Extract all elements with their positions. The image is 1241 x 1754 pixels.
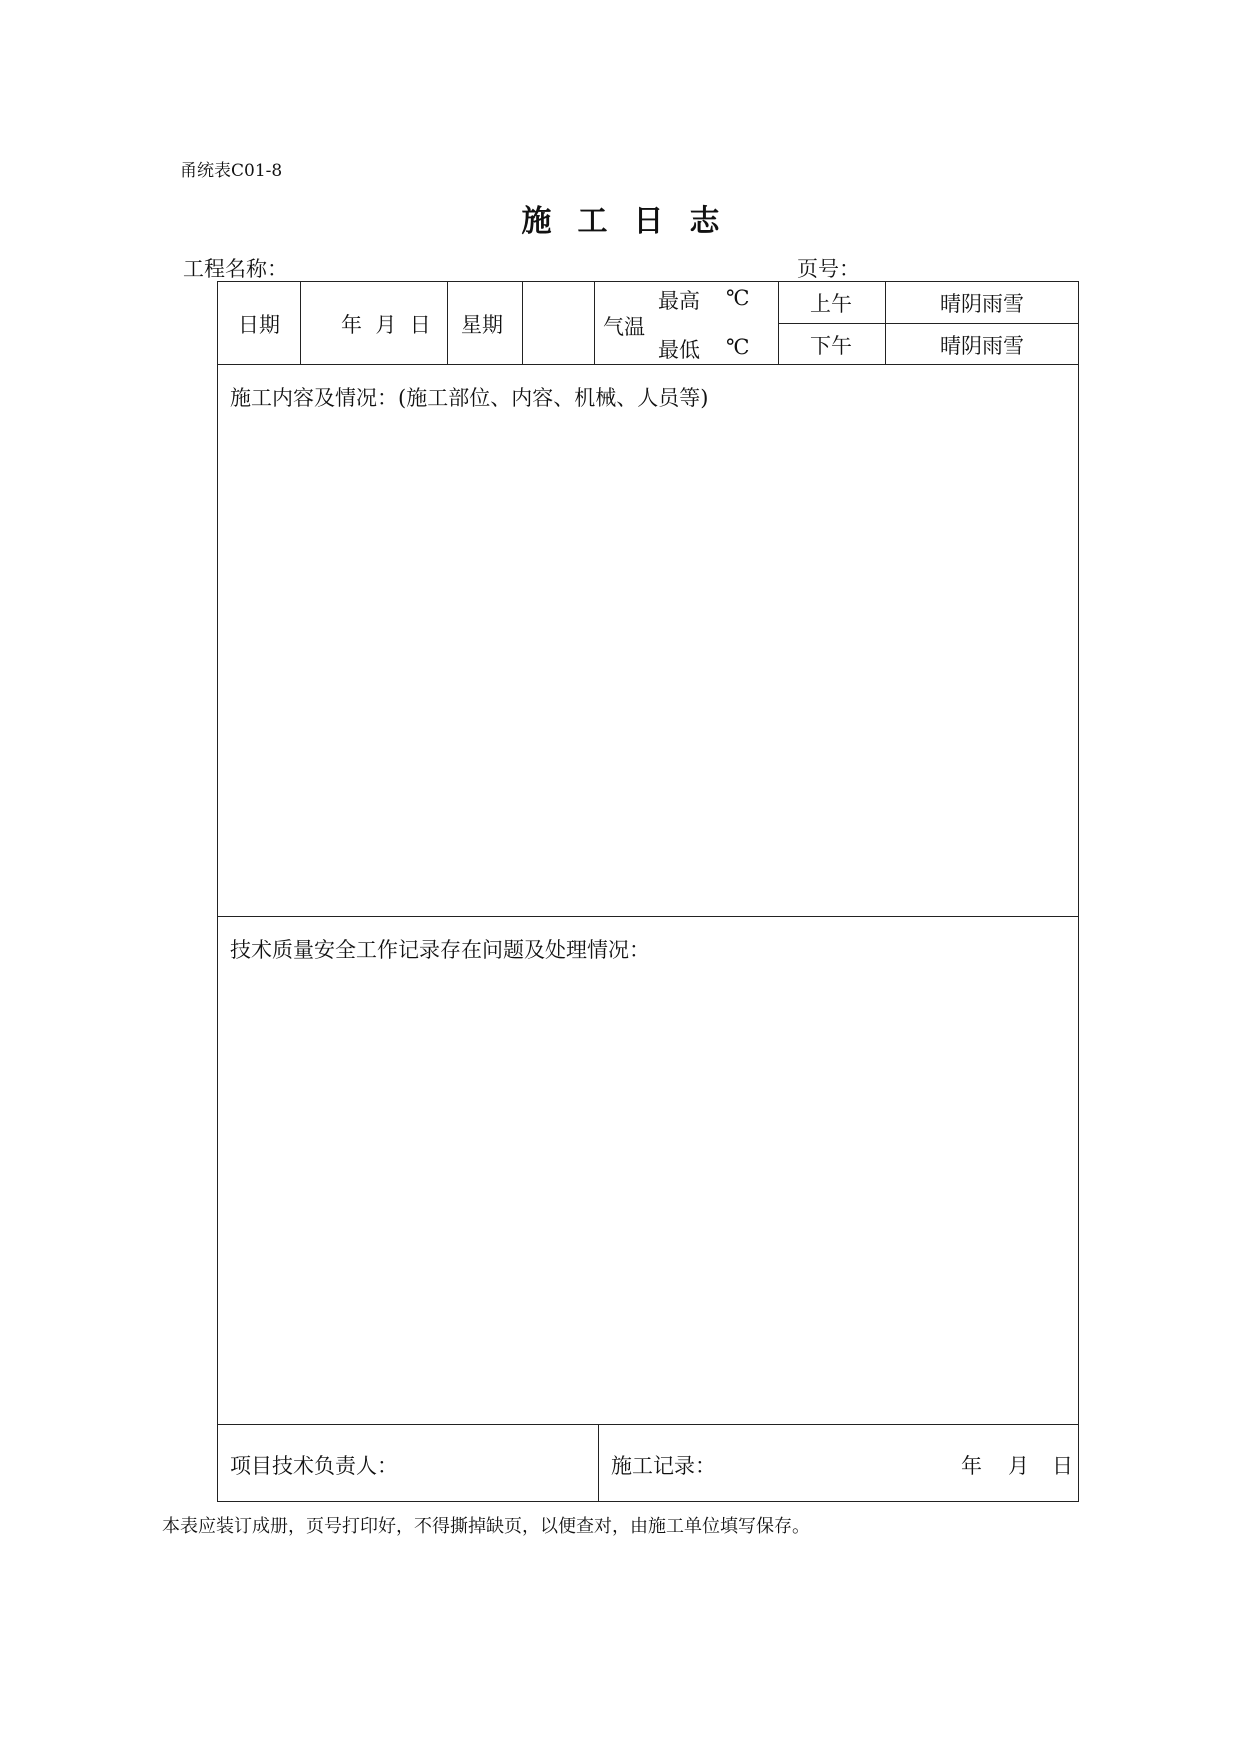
- temperature-label: 气温: [603, 315, 645, 339]
- weekday-label: 星期: [461, 313, 503, 337]
- date-value: 年 月 日: [341, 313, 431, 337]
- page-title: 施工日志: [521, 204, 746, 239]
- temp-high-unit: ℃: [726, 286, 750, 310]
- construction-content-label: 施工内容及情况：(施工部位、内容、机械、人员等): [230, 386, 709, 410]
- divider: [218, 364, 1079, 365]
- sign-date-month: 月: [1008, 1454, 1029, 1478]
- afternoon-label: 下午: [810, 334, 852, 358]
- quality-safety-label: 技术质量安全工作记录存在问题及处理情况：: [230, 938, 650, 962]
- sign-date-year: 年: [961, 1454, 982, 1478]
- divider: [594, 282, 595, 364]
- sign-date-day: 日: [1052, 1454, 1073, 1478]
- divider: [778, 282, 779, 364]
- divider: [522, 282, 523, 364]
- project-name-label: 工程名称：: [183, 257, 288, 281]
- divider: [885, 282, 886, 364]
- divider: [300, 282, 301, 364]
- divider: [598, 1424, 599, 1502]
- morning-weather[interactable]: 晴阴雨雪: [940, 292, 1024, 316]
- temp-low-unit: ℃: [726, 335, 750, 359]
- page-number-label: 页号：: [797, 257, 860, 281]
- divider: [218, 1424, 1079, 1425]
- morning-label: 上午: [810, 292, 852, 316]
- temp-low-label: 最低: [658, 338, 700, 362]
- divider: [218, 916, 1079, 917]
- construction-log-table: [217, 281, 1079, 1502]
- recorder-label: 施工记录：: [611, 1454, 716, 1478]
- afternoon-weather[interactable]: 晴阴雨雪: [940, 334, 1024, 358]
- divider: [778, 323, 1079, 324]
- date-label: 日期: [238, 313, 280, 337]
- divider: [447, 282, 448, 364]
- tech-lead-label: 项目技术负责人：: [230, 1454, 398, 1478]
- footer-note: 本表应装订成册，页号打印好，不得撕掉缺页，以便查对，由施工单位填写保存。: [162, 1516, 810, 1537]
- temp-high-label: 最高: [658, 289, 700, 313]
- form-code: 甬统表C01-8: [180, 161, 283, 181]
